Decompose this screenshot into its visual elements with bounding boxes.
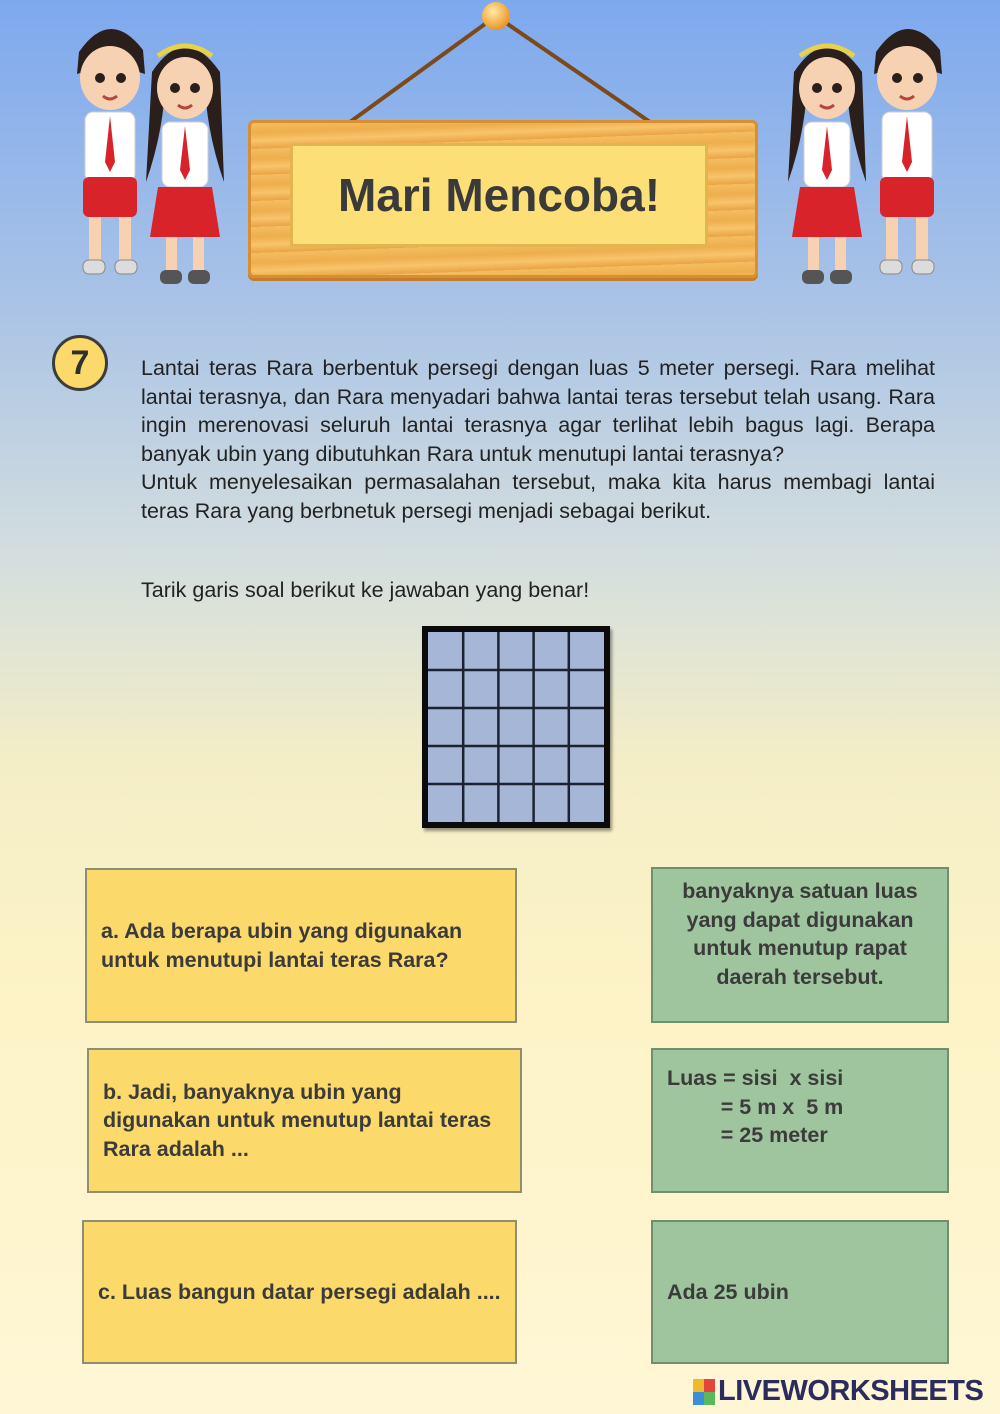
student-girl-icon — [140, 22, 230, 292]
question-box-a[interactable] — [85, 868, 517, 1023]
nail-icon — [482, 2, 510, 30]
tile-grid-image — [422, 626, 610, 828]
answer-definition-text: banyaknya satuan luas yang dapat digunakan untuk menutup rapat daerah tersebut. — [682, 879, 918, 989]
formula-line-1: Luas = sisi x sisi — [667, 1066, 844, 1090]
liveworksheets-logo-icon — [693, 1379, 715, 1405]
answer-count-text: Ada 25 ubin — [667, 1279, 789, 1304]
sign-panel — [290, 143, 708, 247]
question-b-text: b. Jadi, banyaknya ubin yang digunakan untuk menutup lantai teras Rara adalah ... — [103, 1079, 492, 1161]
problem-text — [141, 354, 935, 525]
instruction-text: Tarik garis soal berikut ke jawaban yang benar! — [141, 578, 590, 602]
formula-line-3: = 25 meter — [667, 1123, 828, 1147]
answer-box-definition[interactable] — [651, 867, 949, 1023]
liveworksheets-logo — [693, 1375, 983, 1408]
answer-box-count[interactable] — [651, 1220, 949, 1364]
question-box-b[interactable] — [87, 1048, 522, 1193]
question-number-badge: 7 — [52, 335, 108, 391]
page-title: Mari Mencoba! — [337, 169, 661, 221]
question-box-c[interactable] — [82, 1220, 517, 1364]
formula-line-2: = 5 m x 5 m — [667, 1094, 844, 1119]
answer-formula — [667, 1064, 843, 1150]
problem-paragraph-2: Untuk menyelesaikan permasalahan tersebut, maka kita harus membagi lantai teras Rara yang berbnetuk persegi menjadi sebagai berikut. — [141, 470, 935, 523]
student-girl-icon — [782, 22, 872, 292]
logo-text: LIVEWORKSHEETS — [718, 1375, 984, 1407]
answer-box-formula[interactable] — [651, 1048, 949, 1193]
problem-paragraph-1: Lantai teras Rara berbentuk persegi dengan luas 5 meter persegi. Rara melihat lantai terasnya, dan Rara menyadari bahwa lantai teras tersebut telah usang. Rara ingin merenovasi seluruh lantai terasnya agar terlihat lebih bagus lagi. Berapa banyak ubin yang dibutuhkan Rara untuk menutupi lantai terasnya? — [141, 356, 935, 466]
tile-grid-lines — [428, 632, 604, 822]
question-a-text: a. Ada berapa ubin yang digunakan untuk menutupi lantai teras Rara? — [101, 919, 463, 972]
student-boy-icon — [862, 12, 952, 282]
question-c-text: c. Luas bangun datar persegi adalah .... — [98, 1279, 501, 1304]
